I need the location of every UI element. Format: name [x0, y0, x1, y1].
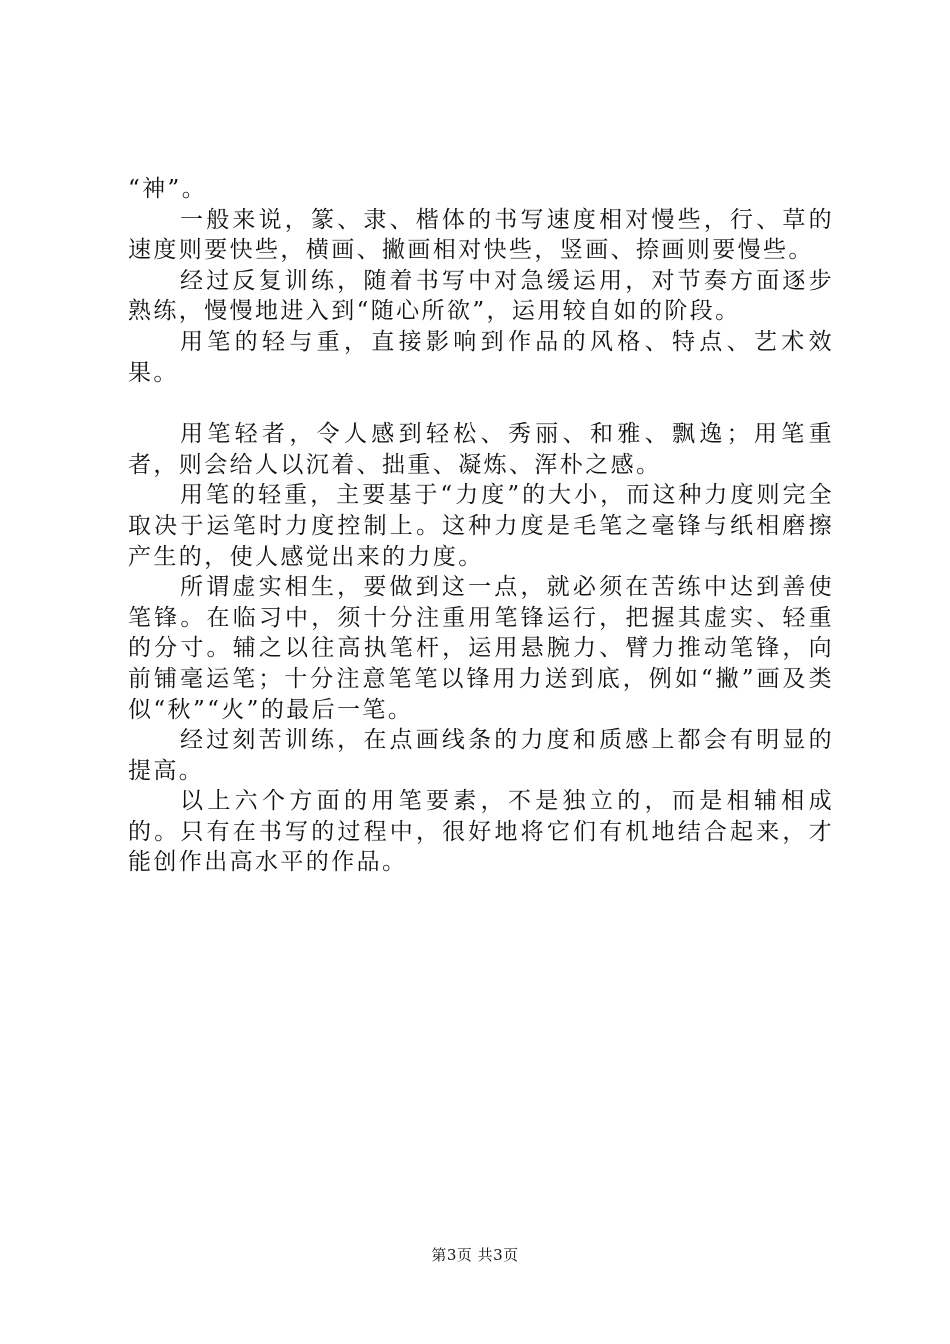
paragraph-void-solid: 所谓虚实相生，要做到这一点，就必须在苦练中达到善使笔锋。在临习中，须十分注重用笔锋运行，把握其虚实、轻重的分寸。辅之以往高执笔杆，运用悬腕力、臂力推动笔锋，向前铺毫运笔；十分注意笔笔以锋用力送到底，例如“撇”画及类似“秋”“火”的最后一笔。: [128, 574, 834, 723]
paragraph-spacer: [128, 388, 834, 419]
paragraph-hard-training: 经过刻苦训练，在点画线条的力度和质感上都会有明显的提高。: [128, 727, 834, 784]
paragraph-light-heavy-effect: 用笔轻者，令人感到轻松、秀丽、和雅、飘逸；用笔重者，则会给人以沉着、拙重、凝炼、浑朴之感。: [128, 421, 834, 478]
page-number-footer: 第3页 共3页: [431, 1246, 519, 1264]
paragraph-writing-speed: 一般来说，篆、隶、楷体的书写速度相对慢些，行、草的速度则要快些，横画、撇画相对快些，竖画、捺画则要慢些。: [128, 206, 834, 264]
document-body: [128, 174, 834, 878]
paragraph-continuation: “神”。: [128, 176, 208, 202]
paragraph-force: 用笔的轻重，主要基于“力度”的大小，而这种力度则完全取决于运笔时力度控制上。这种力度是毛笔之毫锋与纸相磨擦产生的，使人感觉出来的力度。: [128, 482, 834, 570]
paragraph-light-heavy: 用笔的轻与重，直接影响到作品的风格、特点、艺术效果。: [128, 328, 834, 386]
paragraph-conclusion: 以上六个方面的用笔要素，不是独立的，而是相辅相成的。只有在书写的过程中，很好地将它们有机地结合起来，才能创作出高水平的作品。: [128, 788, 834, 876]
paragraph-rhythm-training: 经过反复训练，随着书写中对急缓运用，对节奏方面逐步熟练，慢慢地进入到“随心所欲”，运用较自如的阶段。: [128, 267, 834, 325]
